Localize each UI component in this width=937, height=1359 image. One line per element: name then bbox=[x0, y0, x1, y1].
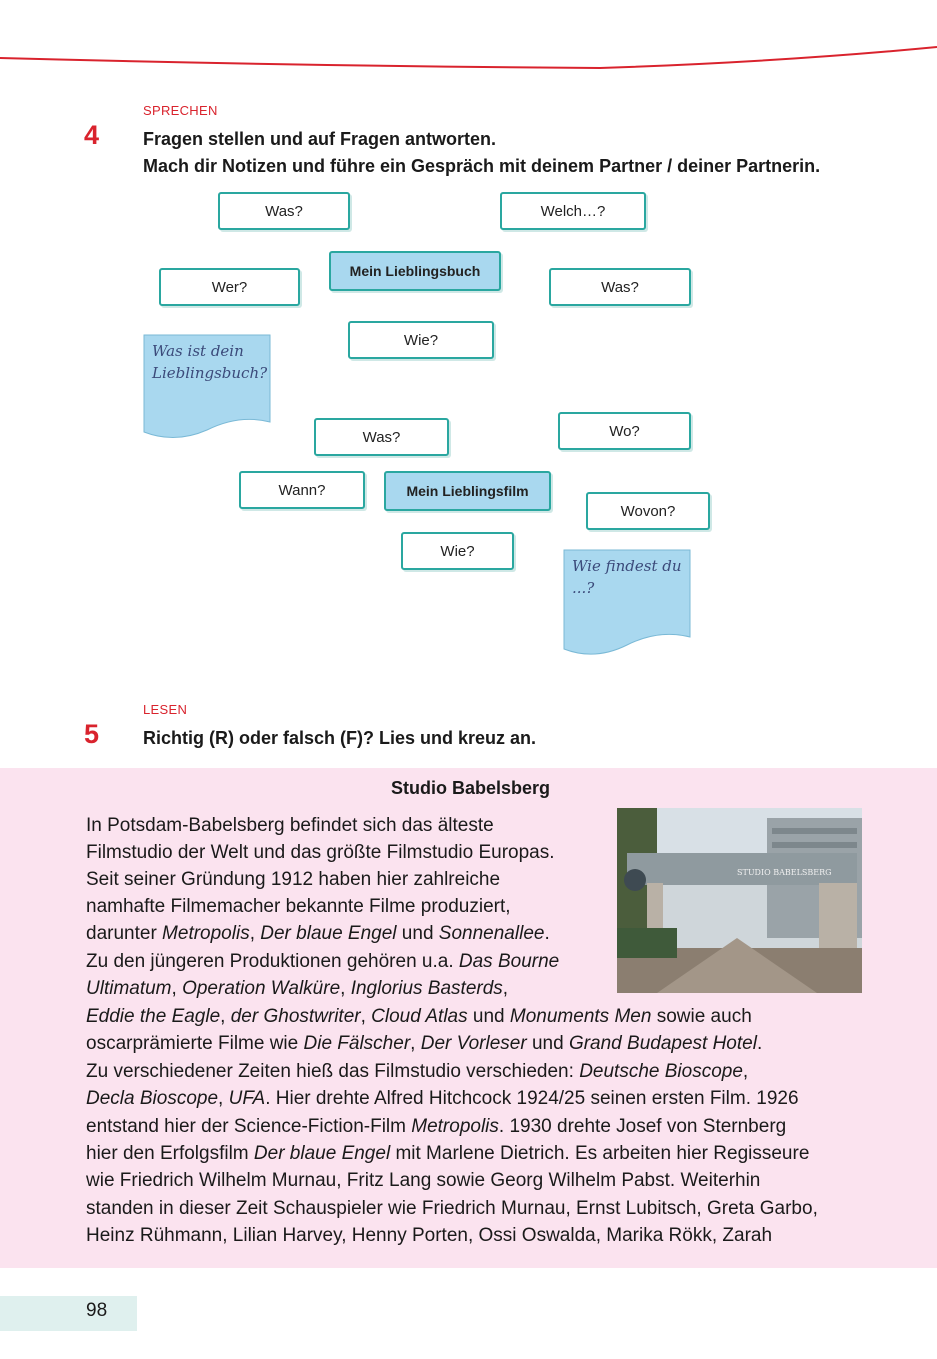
reading-line: Heinz Rühmann, Lilian Harvey, Henny Porten, Ossi Oswalda, Marika Rökk, Zarah bbox=[86, 1225, 773, 1246]
page-number-tab bbox=[0, 1296, 137, 1331]
top-red-rule bbox=[0, 0, 937, 80]
section-label-sprechen: SPRECHEN bbox=[143, 103, 218, 118]
exercise-number-4: 4 bbox=[84, 120, 100, 150]
reading-title: Studio Babelsberg bbox=[391, 778, 551, 798]
question-box-wer: Wer? bbox=[159, 268, 300, 306]
exercise-4-instruction-2: Mach dir Notizen und führe ein Gespräch mit deinem Partner / deiner Partnerin. bbox=[143, 156, 821, 176]
note-line: Was ist dein bbox=[152, 342, 244, 360]
reading-panel bbox=[0, 768, 937, 1268]
reading-line: oscarprämierte Filme wie Die Fälscher, Der Vorleser und Grand Budapest Hotel. bbox=[86, 1033, 763, 1054]
question-box-wie-2: Wie? bbox=[401, 532, 514, 570]
question-box-was-2: Was? bbox=[549, 268, 691, 306]
exercise-4-instruction-1: Fragen stellen und auf Fragen antworten. bbox=[143, 129, 497, 149]
note-line: Lieblingsbuch? bbox=[152, 364, 268, 382]
reading-line: Zu verschiedener Zeiten hieß das Filmstudio verschieden: Deutsche Bioscope, bbox=[86, 1061, 749, 1082]
note-line: Wie findest du bbox=[572, 557, 682, 575]
page-number: 98 bbox=[86, 1300, 108, 1321]
reading-line: wie Friedrich Wilhelm Murnau, Fritz Lang sowie Georg Wilhelm Pabst. Weiterhin bbox=[86, 1170, 761, 1191]
question-box-welch: Welch…? bbox=[500, 192, 646, 230]
exercise-number-5: 5 bbox=[84, 719, 100, 749]
question-box-was: Was? bbox=[218, 192, 350, 230]
reading-line: In Potsdam-Babelsberg befindet sich das älteste bbox=[86, 815, 494, 836]
question-box-wovon: Wovon? bbox=[586, 492, 710, 530]
reading-line: darunter Metropolis, Der blaue Engel und Sonnenallee. bbox=[86, 923, 550, 944]
reading-line: hier den Erfolgsfilm Der blaue Engel mit Marlene Dietrich. Es arbeiten hier Regisseure bbox=[86, 1143, 810, 1164]
question-box-wie: Wie? bbox=[348, 321, 494, 359]
reading-line: entstand hier der Science-Fiction-Film Metropolis. 1930 drehte Josef von Sternberg bbox=[86, 1116, 787, 1137]
reading-line: standen in dieser Zeit Schauspieler wie Friedrich Murnau, Ernst Lubitsch, Greta Garbo, bbox=[86, 1198, 818, 1219]
note-card-buch bbox=[143, 334, 271, 444]
note-card-buch-text bbox=[152, 340, 267, 384]
question-box-was-3: Was? bbox=[314, 418, 449, 456]
note-line: ...? bbox=[572, 579, 595, 597]
photo-sign-text: STUDIO BABELSBERG bbox=[737, 868, 832, 877]
reading-line: namhafte Filmemacher bekannte Filme produziert, bbox=[86, 896, 511, 917]
section-label-lesen: LESEN bbox=[143, 702, 188, 717]
reading-line: Eddie the Eagle, der Ghostwriter, Cloud Atlas und Monuments Men sowie auch bbox=[86, 1006, 752, 1027]
question-box-wo: Wo? bbox=[558, 412, 691, 450]
reading-line: Decla Bioscope, UFA. Hier drehte Alfred Hitchcock 1924/25 seinen ersten Film. 1926 bbox=[86, 1088, 799, 1109]
exercise-5-instruction: Richtig (R) oder falsch (F)? Lies und kreuz an. bbox=[143, 728, 537, 748]
studio-gate-photo bbox=[617, 808, 862, 993]
topic-box-lieblingsbuch: Mein Lieblingsbuch bbox=[329, 251, 501, 291]
note-card-film bbox=[563, 549, 691, 661]
question-box-wann: Wann? bbox=[239, 471, 365, 509]
reading-line: Seit seiner Gründung 1912 haben hier zahlreiche bbox=[86, 869, 501, 890]
reading-line: Filmstudio der Welt und das größte Filmstudio Europas. bbox=[86, 842, 555, 863]
reading-line: Zu den jüngeren Produktionen gehören u.a. Das Bourne bbox=[86, 951, 560, 972]
topic-box-lieblingsfilm: Mein Lieblingsfilm bbox=[384, 471, 551, 511]
note-card-film-text bbox=[572, 555, 682, 599]
reading-line: Ultimatum, Operation Walküre, Inglorius Basterds, bbox=[86, 978, 509, 999]
